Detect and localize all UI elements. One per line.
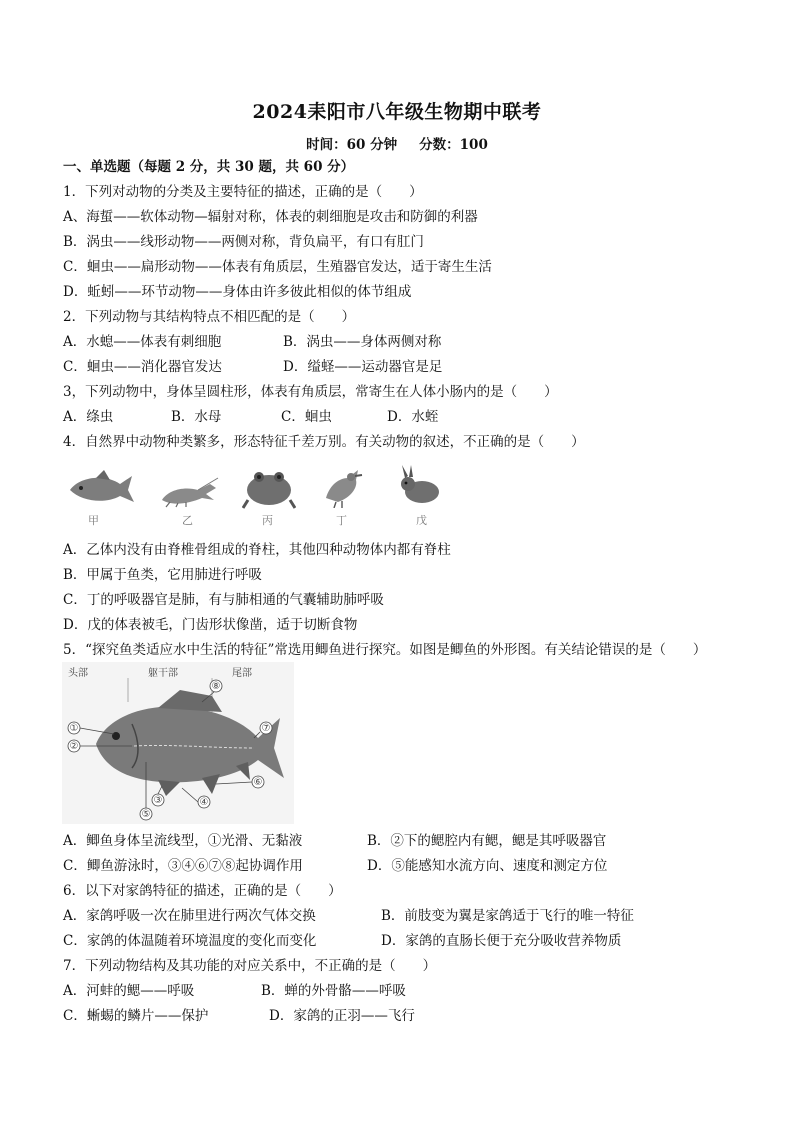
q1-option-c: C．蛔虫——扁形动物——体表有角质层，生殖器官发达，适于寄生生活 — [63, 259, 492, 275]
q2-option-d: D．缢蛏——运动器官是足 — [283, 359, 443, 375]
q2-stem: 2．下列动物与其结构特点不相匹配的是（ ） — [63, 309, 356, 325]
q3-option-b: B．水母 — [171, 409, 222, 425]
callout-4: ④ — [199, 797, 209, 808]
q5-option-b: B．②下的鳃腔内有鳃，鳃是其呼吸器官 — [367, 833, 607, 849]
fig-label-head: 头部 — [68, 668, 88, 679]
q1-stem: 1．下列对动物的分类及主要特征的描述，正确的是（ ） — [63, 184, 423, 200]
bird-ding-image — [318, 464, 364, 508]
callout-6: ⑥ — [253, 777, 263, 788]
q1-option-d: D．蚯蚓——环节动物——身体由许多彼此相似的体节组成 — [63, 284, 412, 300]
carp-figure — [62, 662, 294, 824]
total-score: 分数：100 — [419, 137, 488, 153]
q6-option-a: A．家鸽呼吸一次在肺里进行两次气体交换 — [63, 908, 316, 924]
q2-option-c: C．蛔虫——消化器官发达 — [63, 359, 222, 375]
callout-5: ⑤ — [141, 809, 151, 820]
q4-stem: 4．自然界中动物种类繁多，形态特征千差万别。有关动物的叙述，不正确的是（ ） — [63, 434, 585, 450]
label-jia: 甲 — [88, 514, 99, 527]
q7-option-b: B．蝉的外骨骼——呼吸 — [261, 983, 406, 999]
q4-option-b: B．甲属于鱼类，它用肺进行呼吸 — [63, 567, 262, 583]
q3-stem: 3，下列动物中，身体呈圆柱形，体表有角质层，常寄生在人体小肠内的是（ ） — [63, 384, 558, 400]
fish-jia-image — [66, 468, 136, 508]
callout-2: ② — [69, 741, 79, 752]
time-limit: 时间：60 分钟 — [306, 137, 398, 153]
section-heading: 一、单选题（每题 2 分，共 30 题，共 60 分） — [63, 159, 355, 175]
carp-diagram — [62, 662, 294, 824]
label-yi: 乙 — [182, 514, 193, 527]
q4-option-d: D．戊的体表被毛，门齿形状像凿，适于切断食物 — [63, 617, 358, 633]
q5-option-c: C．鲫鱼游泳时，③④⑥⑦⑧起协调作用 — [63, 858, 303, 874]
q3-option-a: A．绦虫 — [63, 409, 114, 425]
q5-stem: 5．“探究鱼类适应水中生活的特征”常选用鲫鱼进行探究。如图是鲫鱼的外形图。有关结论错误的是（ ） — [63, 642, 707, 658]
rabbit-wu-image — [396, 464, 442, 506]
q6-option-b: B．前肢变为翼是家鸽适于飞行的唯一特征 — [381, 908, 634, 924]
callout-8: ⑧ — [211, 681, 221, 692]
q6-option-c: C．家鸽的体温随着环境温度的变化而变化 — [63, 933, 317, 949]
callout-3: ③ — [153, 795, 163, 806]
q4-option-c: C．丁的呼吸器官是肺，有与肺相通的气囊辅助肺呼吸 — [63, 592, 384, 608]
label-ding: 丁 — [336, 514, 347, 527]
q6-option-d: D．家鸽的直肠长便于充分吸收营养物质 — [381, 933, 622, 949]
callout-1: ① — [69, 723, 79, 734]
q7-stem: 7．下列动物结构及其功能的对应关系中，不正确的是（ ） — [63, 958, 437, 974]
q5-option-d: D．⑤能感知水流方向、速度和测定方位 — [367, 858, 608, 874]
q2-option-a: A．水螅——体表有刺细胞 — [63, 334, 222, 350]
q7-option-a: A．河蚌的鳃——呼吸 — [63, 983, 195, 999]
q1-option-b: B．涡虫——线形动物——两侧对称，背负扁平，有口有肛门 — [63, 234, 424, 250]
q4-animals-figure — [62, 462, 452, 534]
q4-option-a: A．乙体内没有由脊椎骨组成的脊柱，其他四种动物体内都有脊柱 — [63, 542, 451, 558]
callout-7: ⑦ — [261, 723, 271, 734]
q3-option-d: D．水蛭 — [387, 409, 439, 425]
exam-info — [0, 133, 794, 153]
shrimp-yi-image — [158, 476, 220, 508]
frog-bing-image — [242, 466, 296, 510]
q7-option-d: D．家鸽的正羽——飞行 — [269, 1008, 415, 1024]
page-title: 2024耒阳市八年级生物期中联考 — [252, 101, 542, 123]
q6-stem: 6．以下对家鸽特征的描述，正确的是（ ） — [63, 883, 342, 899]
fig-label-trunk: 躯干部 — [148, 668, 178, 679]
label-bing: 丙 — [262, 514, 273, 527]
q5-option-a: A．鲫鱼身体呈流线型，①光滑、无黏液 — [63, 833, 303, 849]
q2-option-b: B．涡虫——身体两侧对称 — [283, 334, 442, 350]
fig-label-tail: 尾部 — [232, 668, 252, 679]
q7-option-c: C．蜥蜴的鳞片——保护 — [63, 1008, 209, 1024]
label-wu: 戊 — [416, 514, 427, 527]
q3-option-c: C．蛔虫 — [281, 409, 332, 425]
q1-option-a: A、海蜇——软体动物—辐射对称，体表的刺细胞是攻击和防御的利器 — [63, 209, 478, 225]
